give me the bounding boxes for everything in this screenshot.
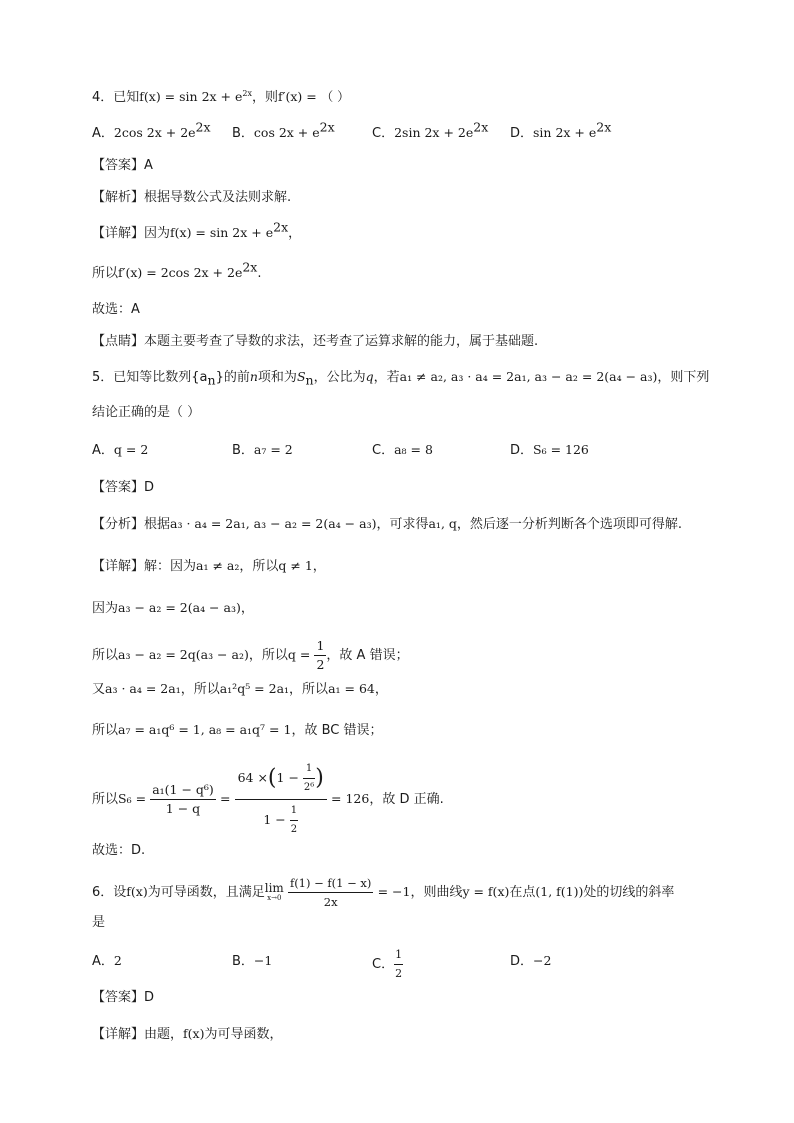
question-5-stem: 5．已知等比数列$\{a_n\}$的前n项和为$S_n$，公比为q，若a₁ ≠ a₂, a₃ · a₄ = 2a₁, a₃ − a₂ = 2(a₄ − a₃)，则下列 [92,369,710,388]
q5-detail-1: 【详解】解：因为a₁ ≠ a₂，所以q ≠ 1， [92,558,326,574]
q4-option-a: A．2cos $2x + 2e^{2x}$ [92,119,211,141]
question-4-stem: 4．已知$f(x) = \sin 2x + e^{2x}$，则f′(x) = （ ） [92,88,350,105]
q6-detail: 【详解】由题，f(x)为可导函数， [92,1026,283,1042]
q4-prefix: 4．已知 [92,90,140,105]
q4-option-c: C．2sin $2x + 2e^{2x}$ [372,119,489,141]
q5-option-b: B．a₇ = 2 [232,442,293,458]
q5-option-c: C．a₈ = 8 [372,442,433,458]
q5-choose: 故选：D. [92,843,146,858]
q4-detail: 【详解】因为$f(x) = \sin 2x + e^{2x}$， [92,219,302,241]
q4-so: 所以f′(x) = 2cos $2x + 2e^{2x}$. [92,259,262,281]
q6-option-b: B．−1 [232,953,273,969]
q5-detail-5: 所以a₇ = a₁q⁶ = 1, a₈ = a₁q⁷ = 1，故 BC 错误； [92,722,383,738]
q6-answer: 【答案】D [92,990,155,1005]
q5-answer: 【答案】D [92,480,155,495]
q4-analysis: 【解析】根据导数公式及法则求解. [92,190,292,205]
q4-derivative: f′(x) = （ ） [278,89,350,104]
q6-option-c: C． $\frac{1}{2}$ [372,948,403,980]
q5-analysis: 【分析】根据a₃ · a₄ = 2a₁, a₃ − a₂ = 2(a₄ − a₃)，可求得a₁, q，然后逐一分析判断各个选项即可得解. [92,516,683,532]
q6-stem-line2: 是 [92,915,106,930]
q6-option-d: D．−2 [510,953,552,969]
q5-detail-6: 所以S₆ = $\frac{\text{a₁(1 − q⁶)}}{1 - q}$ = 64 ×(1 − $\frac{1}{\text{2⁶}}$ ) 1 − $\frac{1}{2}$ = 126，故 D 正确. [92,760,444,839]
q5-option-d: D．S₆ = 126 [510,442,589,458]
q4-option-d: D．$\sin 2x + e^{2x}$ [510,119,612,141]
question-6-stem: 6．设f(x)为可导函数，且满足 lim x→0 $\frac{f(1) - f(1 - x)}{2x}$ = −1，则曲线y = f(x)在点(1, f(1))处的切线的斜率 [92,876,675,909]
q4-answer: 【答案】A [92,158,153,173]
q4-choose: 故选：A [92,302,140,317]
q5-detail-3: 所以a₃ − a₂ = 2q(a₃ − a₂)，所以q = $\frac{1}{2}$ ，故 A 错误； [92,638,409,672]
q4-function: $f(x) = \sin 2x + e^{2x}$ [139,88,252,104]
q4-comment: 【点睛】本题主要考查了导数的求法，还考查了运算求解的能力，属于基础题. [92,334,539,349]
q5-stem-line2: 结论正确的是（ ） [92,405,201,420]
q5-detail-4: 又a₃ · a₄ = 2a₁，所以a₁²q⁵ = 2a₁，所以a₁ = 64， [92,681,388,697]
q5-option-a: A．q = 2 [92,442,149,458]
q6-option-a: A．2 [92,953,122,969]
q5-detail-2: 因为a₃ − a₂ = 2(a₄ − a₃)， [92,600,254,616]
q4-option-b: B．$\cos 2x + e^{2x}$ [232,119,335,141]
